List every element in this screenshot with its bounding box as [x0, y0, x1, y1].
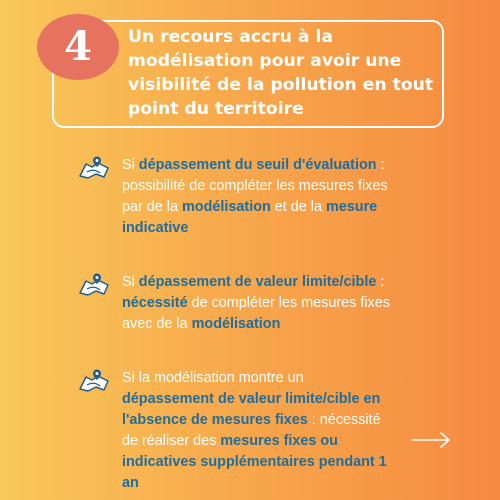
list-item: [78, 155, 398, 239]
list-item: [78, 272, 398, 335]
map-pin-icon: [78, 272, 110, 296]
item-text: Si la modélisation montre un dépassement de valeur limite/cible en l'absence de mesures fixes : nécessité de réaliser des mesures fixes ou indicatives supplémentaires pendant 1 an: [122, 370, 387, 491]
item-text: Si dépassement du seuil d'évaluation : possibilité de compléter les mesures fixes par de la modélisation et de la mesure indicative: [122, 157, 388, 236]
step-number: 4: [64, 23, 92, 70]
list-item: [78, 368, 398, 494]
map-pin-icon: [78, 368, 110, 392]
item-text: Si dépassement de valeur limite/cible : nécessité de compléter les mesures fixes avec de la modélisation: [122, 274, 390, 332]
header-title: Un recours accru à la modélisation pour avoir une visibilité de la pollution en tout point du territoire: [128, 27, 434, 119]
arrow-right-icon[interactable]: [410, 430, 452, 450]
step-number-badge: [37, 14, 119, 80]
map-pin-icon: [78, 155, 110, 179]
